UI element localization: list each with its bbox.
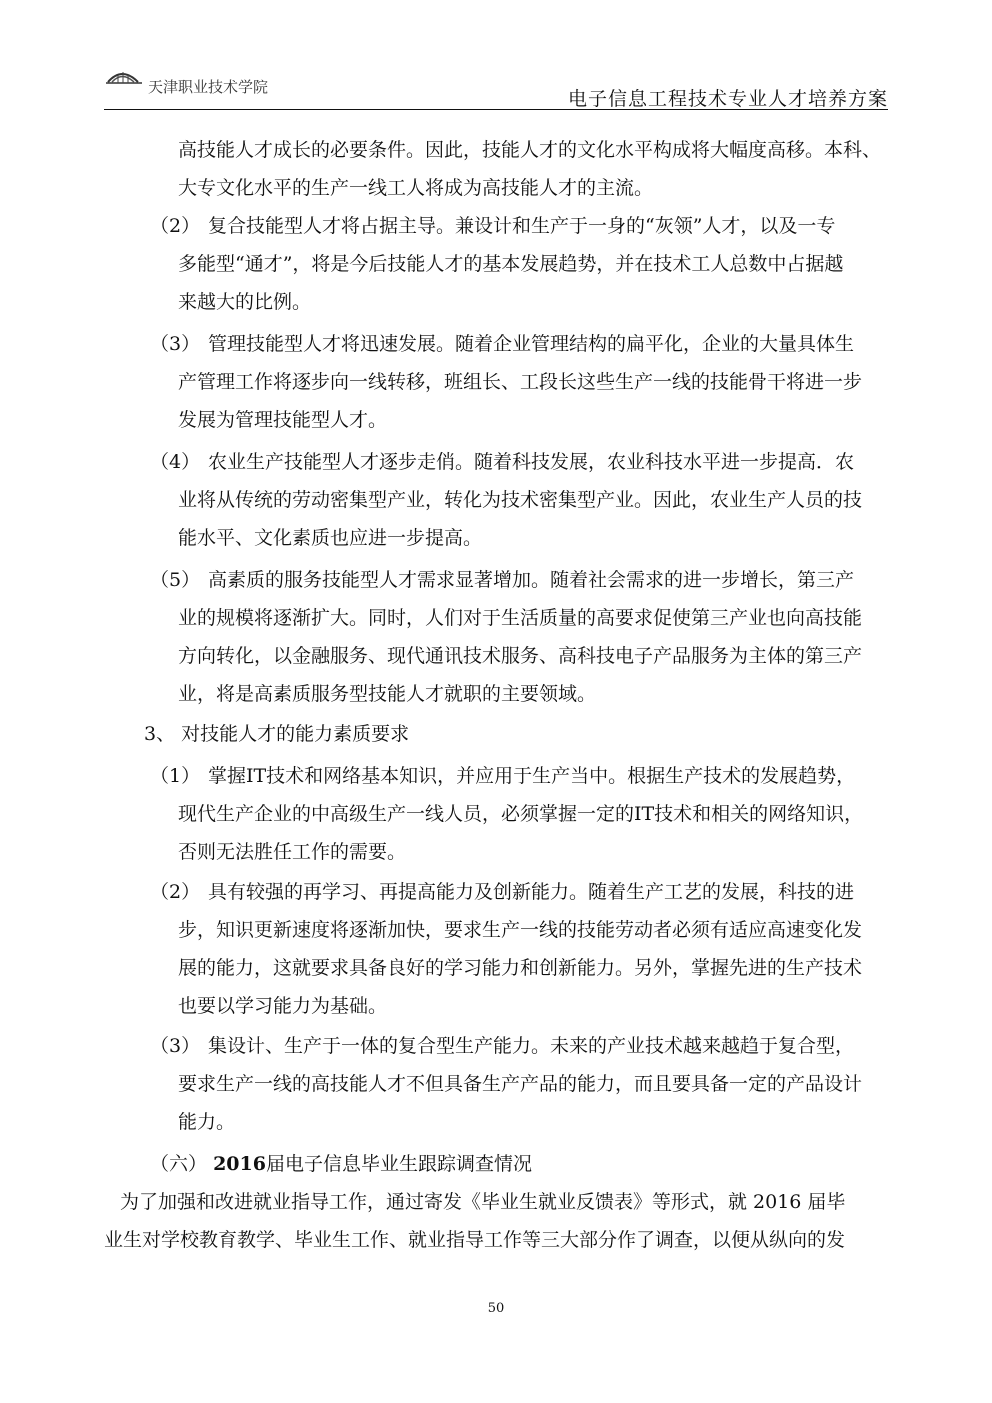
document-header-title: 电子信息工程技术专业人才培养方案	[567, 88, 888, 110]
list-item-line: 农业生产技能型人才逐步走俏。随着科技发展，农业科技水平进一步提高．农	[208, 451, 855, 473]
list-item-number: （1）	[150, 765, 201, 787]
paragraph-line: 为了加强和改进就业指导工作，通过寄发《毕业生就业反馈表》等形式，就 2016 届毕	[120, 1191, 846, 1213]
list-item-number: （5）	[150, 569, 201, 591]
list-item-line: 集设计、生产于一体的复合型生产能力。未来的产业技术越来越趋于复合型，	[208, 1035, 855, 1057]
list-item-line: 产管理工作将逐步向一线转移，班组长、工段长这些生产一线的技能骨干将进一步	[178, 371, 863, 393]
section-heading-text: 届电子信息毕业生跟踪调查情况	[265, 1153, 532, 1175]
paragraph-line: 高技能人才成长的必要条件。因此，技能人才的文化水平构成将大幅度高移。本科、	[178, 139, 882, 161]
list-item-line: 方向转化，以金融服务、现代通讯技术服务、高科技电子产品服务为主体的第三产	[178, 645, 863, 667]
section-heading: 3、 对技能人才的能力素质要求	[144, 723, 410, 745]
list-item-line: 高素质的服务技能型人才需求显著增加。随着社会需求的进一步增长，第三产	[208, 569, 855, 591]
list-item-line: 管理技能型人才将迅速发展。随着企业管理结构的扁平化，企业的大量具体生	[208, 333, 855, 355]
list-item-number: （2）	[150, 215, 201, 237]
list-item-line: 能水平、文化素质也应进一步提高。	[178, 527, 483, 549]
list-item-number: （3）	[150, 1035, 201, 1057]
logo-text: 天津职业技术学院	[148, 78, 269, 96]
paragraph-line: 大专文化水平的生产一线工人将成为高技能人才的主流。	[178, 177, 654, 199]
paragraph-line: 业生对学校教育教学、毕业生工作、就业指导工作等三大部分作了调查，以便从纵向的发	[104, 1229, 846, 1251]
list-item-line: 要求生产一线的高技能人才不但具备生产产品的能力，而且要具备一定的产品设计	[178, 1073, 863, 1095]
list-item-line: 步，知识更新速度将逐渐加快，要求生产一线的技能劳动者必须有适应高速变化发	[178, 919, 863, 941]
section-heading-prefix: （六）	[150, 1153, 208, 1175]
header-divider	[104, 109, 888, 110]
list-item-line: 现代生产企业的中高级生产一线人员，必须掌握一定的IT技术和相关的网络知识，	[178, 803, 864, 825]
section-heading	[150, 1145, 532, 1183]
school-logo-emblem-icon	[104, 66, 334, 100]
list-item-line: 能力。	[178, 1111, 236, 1133]
list-item-number: （4）	[150, 451, 201, 473]
list-item-line: 具有较强的再学习、再提高能力及创新能力。随着生产工艺的发展，科技的进	[208, 881, 855, 903]
list-item-line: 复合技能型人才将占据主导。兼设计和生产于一身的“灰领”人才，以及一专	[208, 215, 836, 237]
section-heading-year: 2016	[213, 1153, 266, 1175]
list-item-number: （3）	[150, 333, 201, 355]
list-item-line: 业的规模将逐渐扩大。同时，人们对于生活质量的高要求促使第三产业也向高技能	[178, 607, 863, 629]
list-item-line: 多能型“通才”，将是今后技能人才的基本发展趋势，并在技术工人总数中占据越	[178, 253, 844, 275]
list-item-line: 发展为管理技能型人才。	[178, 409, 388, 431]
list-item-line: 否则无法胜任工作的需要。	[178, 841, 407, 863]
list-item-number: （2）	[150, 881, 201, 903]
list-item-line: 业，将是高素质服务型技能人才就职的主要领域。	[178, 683, 597, 705]
page-number: 50	[487, 1301, 505, 1316]
list-item-line: 来越大的比例。	[178, 291, 312, 313]
list-item-line: 展的能力，这就要求具备良好的学习能力和创新能力。另外，掌握先进的生产技术	[178, 957, 863, 979]
list-item-line: 也要以学习能力为基础。	[178, 995, 388, 1017]
list-item-line: 掌握IT技术和网络基本知识，并应用于生产当中。根据生产技术的发展趋势，	[208, 765, 856, 787]
list-item-line: 业将从传统的劳动密集型产业，转化为技术密集型产业。因此，农业生产人员的技	[178, 489, 863, 511]
school-logo	[104, 66, 334, 100]
